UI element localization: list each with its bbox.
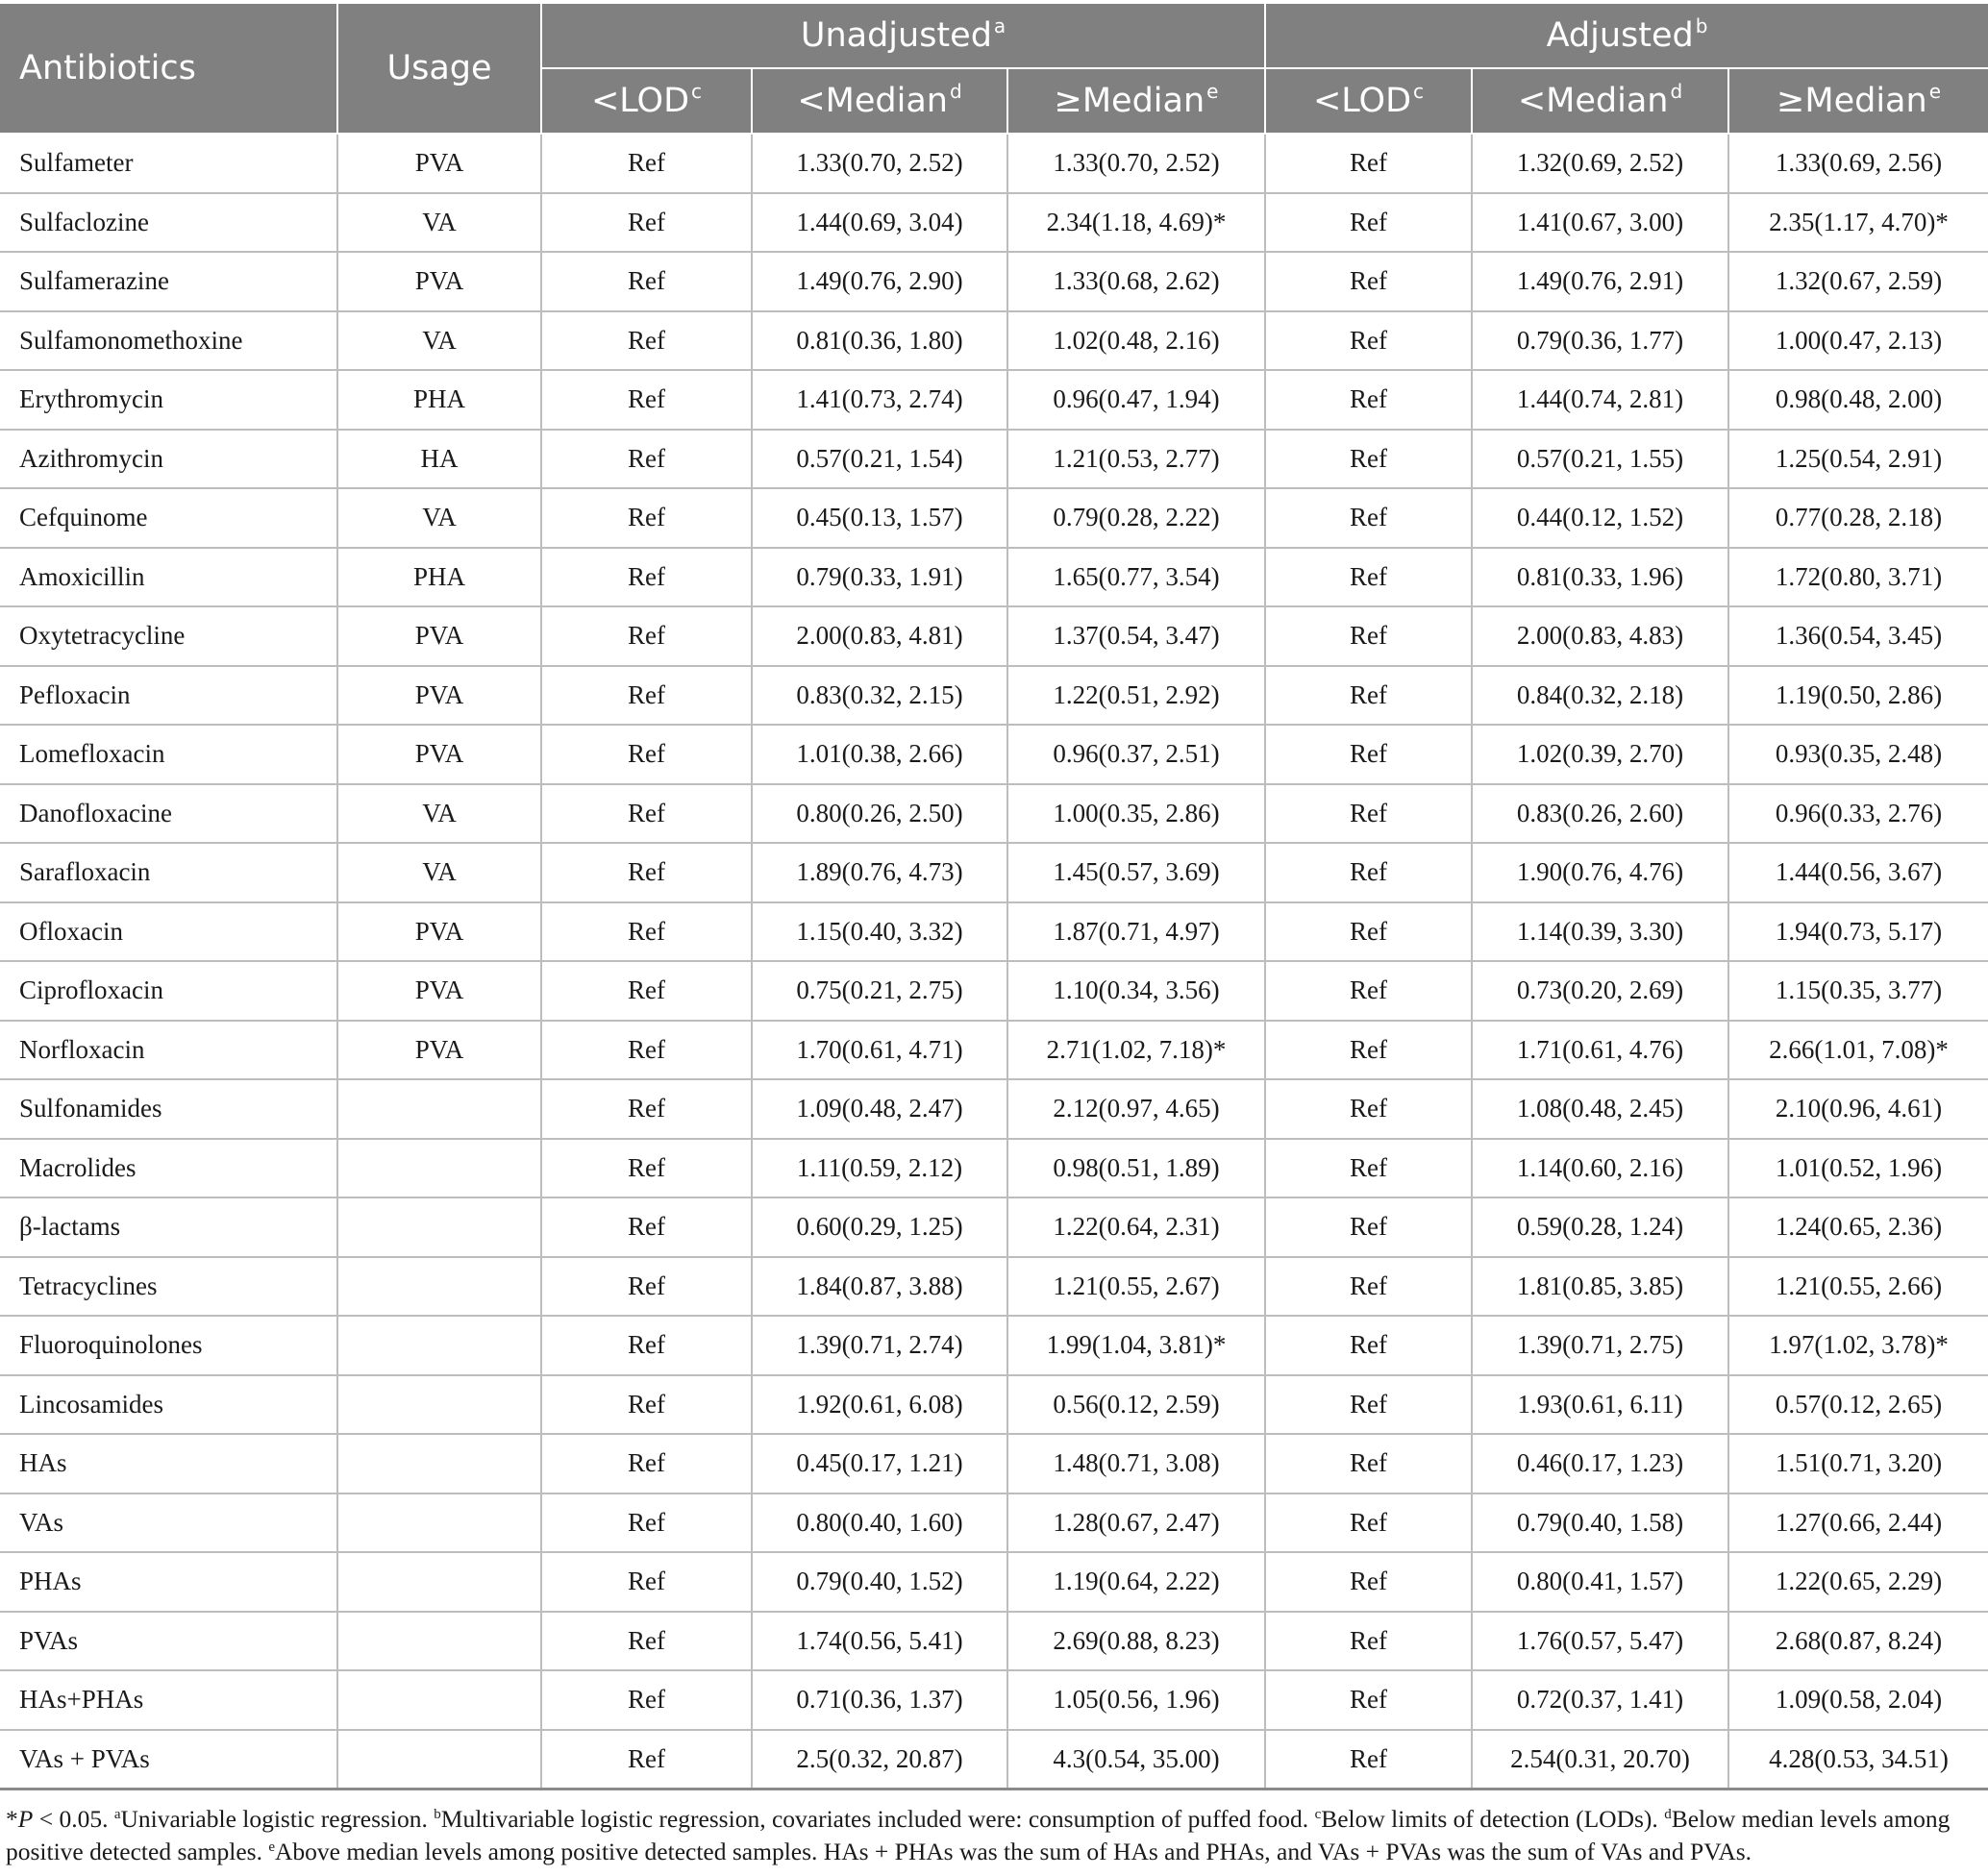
unadj-lt-median-cell: 2.5(0.32, 20.87) — [752, 1730, 1007, 1790]
table-row — [0, 370, 1988, 430]
unadj-lod-cell: Ref — [541, 1552, 752, 1612]
header-unadjusted: Unadjusted $^a$ — [541, 4, 1265, 68]
adj-lt-median-cell: 0.73(0.20, 2.69) — [1472, 961, 1728, 1021]
usage-cell: VA — [337, 311, 541, 371]
unadj-ge-median-cell: 1.05(0.56, 1.96) — [1007, 1670, 1265, 1730]
table-row — [0, 193, 1988, 253]
usage-cell — [337, 1552, 541, 1612]
antibiotic-cell: Lomefloxacin — [0, 725, 337, 784]
adj-lt-median-cell: 1.02(0.39, 2.70) — [1472, 725, 1728, 784]
usage-cell — [337, 1257, 541, 1317]
unadj-lod-cell: Ref — [541, 370, 752, 430]
unadj-ge-median-cell: 1.33(0.68, 2.62) — [1007, 252, 1265, 311]
usage-cell: VA — [337, 843, 541, 902]
adj-ge-median-cell: 1.94(0.73, 5.17) — [1728, 902, 1988, 962]
adj-lod-cell: Ref — [1265, 193, 1472, 253]
usage-cell: VA — [337, 193, 541, 253]
table-row — [0, 961, 1988, 1021]
usage-cell: PVA — [337, 134, 541, 193]
unadj-lt-median-cell: 0.79(0.40, 1.52) — [752, 1552, 1007, 1612]
unadj-ge-median-cell: 1.19(0.64, 2.22) — [1007, 1552, 1265, 1612]
table-row — [0, 1316, 1988, 1375]
antibiotic-cell: Oxytetracycline — [0, 606, 337, 666]
unadj-lt-median-cell: 1.09(0.48, 2.47) — [752, 1079, 1007, 1139]
antibiotic-cell: Sulfamerazine — [0, 252, 337, 311]
header-usage: Usage — [337, 4, 541, 134]
usage-cell: VA — [337, 488, 541, 548]
table-row — [0, 1079, 1988, 1139]
adj-ge-median-cell: 1.36(0.54, 3.45) — [1728, 606, 1988, 666]
antibiotic-cell: Amoxicillin — [0, 548, 337, 607]
unadj-lt-median-cell: 0.80(0.40, 1.60) — [752, 1493, 1007, 1553]
usage-cell: PVA — [337, 725, 541, 784]
unadj-lt-median-cell: 1.11(0.59, 2.12) — [752, 1139, 1007, 1198]
unadj-ge-median-cell: 2.34(1.18, 4.69)* — [1007, 193, 1265, 253]
adj-lt-median-cell: 1.71(0.61, 4.76) — [1472, 1021, 1728, 1080]
adj-lod-cell: Ref — [1265, 606, 1472, 666]
adj-ge-median-cell: 1.44(0.56, 3.67) — [1728, 843, 1988, 902]
antibiotic-cell: Cefquinome — [0, 488, 337, 548]
unadj-lod-cell: Ref — [541, 1730, 752, 1790]
header-adjusted: Adjusted $^b$ — [1265, 4, 1988, 68]
unadj-ge-median-cell: 1.33(0.70, 2.52) — [1007, 134, 1265, 193]
unadj-lod-cell: Ref — [541, 1670, 752, 1730]
adj-lt-median-cell: 2.54(0.31, 20.70) — [1472, 1730, 1728, 1790]
antibiotic-cell: Tetracyclines — [0, 1257, 337, 1317]
unadj-lod-cell: Ref — [541, 311, 752, 371]
usage-cell — [337, 1316, 541, 1375]
usage-cell — [337, 1434, 541, 1493]
table-row — [0, 1670, 1988, 1730]
unadj-lod-cell: Ref — [541, 252, 752, 311]
adj-lod-cell: Ref — [1265, 1730, 1472, 1790]
adj-ge-median-cell: 2.68(0.87, 8.24) — [1728, 1612, 1988, 1671]
table-header — [0, 4, 1988, 134]
usage-cell — [337, 1493, 541, 1553]
table-row — [0, 548, 1988, 607]
adj-lt-median-cell: 1.39(0.71, 2.75) — [1472, 1316, 1728, 1375]
unadj-ge-median-cell: 0.96(0.47, 1.94) — [1007, 370, 1265, 430]
unadj-lod-cell: Ref — [541, 666, 752, 726]
table-row — [0, 725, 1988, 784]
adj-ge-median-cell: 0.57(0.12, 2.65) — [1728, 1375, 1988, 1435]
unadj-ge-median-cell: 2.12(0.97, 4.65) — [1007, 1079, 1265, 1139]
antibiotic-cell: Pefloxacin — [0, 666, 337, 726]
unadj-ge-median-cell: 1.22(0.64, 2.31) — [1007, 1197, 1265, 1257]
unadj-lt-median-cell: 1.01(0.38, 2.66) — [752, 725, 1007, 784]
adj-lt-median-cell: 1.32(0.69, 2.52) — [1472, 134, 1728, 193]
usage-cell: HA — [337, 430, 541, 489]
usage-cell: PVA — [337, 252, 541, 311]
antibiotic-cell: HAs — [0, 1434, 337, 1493]
adj-lod-cell: Ref — [1265, 1197, 1472, 1257]
adj-lod-cell: Ref — [1265, 1021, 1472, 1080]
adj-ge-median-cell: 0.98(0.48, 2.00) — [1728, 370, 1988, 430]
adj-ge-median-cell: 1.19(0.50, 2.86) — [1728, 666, 1988, 726]
unadj-ge-median-cell: 1.48(0.71, 3.08) — [1007, 1434, 1265, 1493]
unadj-lt-median-cell: 1.84(0.87, 3.88) — [752, 1257, 1007, 1317]
unadj-lt-median-cell: 0.83(0.32, 2.15) — [752, 666, 1007, 726]
antibiotic-cell: Azithromycin — [0, 430, 337, 489]
adj-lt-median-cell: 1.90(0.76, 4.76) — [1472, 843, 1728, 902]
adj-lod-cell: Ref — [1265, 902, 1472, 962]
adj-lt-median-cell: 1.14(0.60, 2.16) — [1472, 1139, 1728, 1198]
adj-lt-median-cell: 1.81(0.85, 3.85) — [1472, 1257, 1728, 1317]
adj-lod-cell: Ref — [1265, 725, 1472, 784]
unadj-lod-cell: Ref — [541, 902, 752, 962]
antibiotic-cell: Sulfameter — [0, 134, 337, 193]
adj-lod-cell: Ref — [1265, 430, 1472, 489]
unadj-lt-median-cell: 1.41(0.73, 2.74) — [752, 370, 1007, 430]
unadj-lod-cell: Ref — [541, 1375, 752, 1435]
antibiotic-cell: VAs — [0, 1493, 337, 1553]
antibiotic-cell: PHAs — [0, 1552, 337, 1612]
adj-lod-cell: Ref — [1265, 961, 1472, 1021]
unadj-lt-median-cell: 1.44(0.69, 3.04) — [752, 193, 1007, 253]
unadj-ge-median-cell: 1.28(0.67, 2.47) — [1007, 1493, 1265, 1553]
header-adj-lod: <LOD $^c$ — [1265, 68, 1472, 134]
unadj-ge-median-cell: 1.99(1.04, 3.81)* — [1007, 1316, 1265, 1375]
adj-lt-median-cell: 1.08(0.48, 2.45) — [1472, 1079, 1728, 1139]
table-row — [0, 1139, 1988, 1198]
table-row — [0, 606, 1988, 666]
unadj-lt-median-cell: 0.81(0.36, 1.80) — [752, 311, 1007, 371]
adj-ge-median-cell: 1.00(0.47, 2.13) — [1728, 311, 1988, 371]
unadj-ge-median-cell: 2.71(1.02, 7.18)* — [1007, 1021, 1265, 1080]
unadj-lod-cell: Ref — [541, 606, 752, 666]
adj-lod-cell: Ref — [1265, 1375, 1472, 1435]
header-adj-lt-median: <Median $^d$ — [1472, 68, 1728, 134]
unadj-ge-median-cell: 1.45(0.57, 3.69) — [1007, 843, 1265, 902]
table-footnote: *P < 0.05. $^a$Univariable logistic regression. $^b$Multivariable logistic regression, covariates included were: consumption of puffed food. $^c$Below limits of detection (LODs). $^d$Below median levels among positive detected samples. $^e$Above median levels among positive detected samples. HAs + PHAs was the sum of HAs and PHAs, and VAs + PVAs was the sum of VAs and PVAs. — [6, 1805, 1951, 1865]
unadj-lod-cell: Ref — [541, 430, 752, 489]
table-row — [0, 1434, 1988, 1493]
unadj-lt-median-cell: 0.45(0.17, 1.21) — [752, 1434, 1007, 1493]
unadj-ge-median-cell: 1.21(0.55, 2.67) — [1007, 1257, 1265, 1317]
unadj-ge-median-cell: 1.37(0.54, 3.47) — [1007, 606, 1265, 666]
table-row — [0, 666, 1988, 726]
antibiotic-cell: Ofloxacin — [0, 902, 337, 962]
adj-lt-median-cell: 1.41(0.67, 3.00) — [1472, 193, 1728, 253]
table-row — [0, 1257, 1988, 1317]
unadj-ge-median-cell: 1.02(0.48, 2.16) — [1007, 311, 1265, 371]
antibiotic-cell: Sulfamonomethoxine — [0, 311, 337, 371]
unadj-ge-median-cell: 2.69(0.88, 8.23) — [1007, 1612, 1265, 1671]
adj-lod-cell: Ref — [1265, 1493, 1472, 1553]
table-row — [0, 252, 1988, 311]
usage-cell: PVA — [337, 902, 541, 962]
adj-lt-median-cell: 0.46(0.17, 1.23) — [1472, 1434, 1728, 1493]
antibiotic-cell: Sarafloxacin — [0, 843, 337, 902]
adj-lod-cell: Ref — [1265, 370, 1472, 430]
unadj-lod-cell: Ref — [541, 1612, 752, 1671]
adj-ge-median-cell: 1.22(0.65, 2.29) — [1728, 1552, 1988, 1612]
adj-lod-cell: Ref — [1265, 666, 1472, 726]
adj-lod-cell: Ref — [1265, 784, 1472, 844]
adj-ge-median-cell: 4.28(0.53, 34.51) — [1728, 1730, 1988, 1790]
unadj-lt-median-cell: 0.80(0.26, 2.50) — [752, 784, 1007, 844]
antibiotic-cell: Sulfaclozine — [0, 193, 337, 253]
adj-lt-median-cell: 1.44(0.74, 2.81) — [1472, 370, 1728, 430]
adj-ge-median-cell: 1.32(0.67, 2.59) — [1728, 252, 1988, 311]
unadj-lt-median-cell: 1.89(0.76, 4.73) — [752, 843, 1007, 902]
adj-lt-median-cell: 0.72(0.37, 1.41) — [1472, 1670, 1728, 1730]
unadj-lt-median-cell: 2.00(0.83, 4.81) — [752, 606, 1007, 666]
table-row — [0, 1552, 1988, 1612]
unadj-ge-median-cell: 4.3(0.54, 35.00) — [1007, 1730, 1265, 1790]
adj-lt-median-cell: 0.83(0.26, 2.60) — [1472, 784, 1728, 844]
usage-cell: PHA — [337, 370, 541, 430]
adj-ge-median-cell: 1.24(0.65, 2.36) — [1728, 1197, 1988, 1257]
adj-lod-cell: Ref — [1265, 1079, 1472, 1139]
adj-ge-median-cell: 1.97(1.02, 3.78)* — [1728, 1316, 1988, 1375]
unadj-lt-median-cell: 1.39(0.71, 2.74) — [752, 1316, 1007, 1375]
usage-cell: VA — [337, 784, 541, 844]
unadj-lt-median-cell: 1.49(0.76, 2.90) — [752, 252, 1007, 311]
header-adj-ge-median: ≥Median $^e$ — [1728, 68, 1988, 134]
table-row — [0, 1612, 1988, 1671]
usage-cell — [337, 1730, 541, 1790]
unadj-lod-cell: Ref — [541, 488, 752, 548]
adj-ge-median-cell: 0.93(0.35, 2.48) — [1728, 725, 1988, 784]
adj-ge-median-cell: 1.21(0.55, 2.66) — [1728, 1257, 1988, 1317]
unadj-lod-cell: Ref — [541, 1434, 752, 1493]
odds-ratio-table — [0, 4, 1988, 1790]
antibiotic-cell: PVAs — [0, 1612, 337, 1671]
usage-cell — [337, 1612, 541, 1671]
unadj-lt-median-cell: 0.45(0.13, 1.57) — [752, 488, 1007, 548]
usage-cell: PHA — [337, 548, 541, 607]
unadj-ge-median-cell: 1.00(0.35, 2.86) — [1007, 784, 1265, 844]
unadj-lod-cell: Ref — [541, 725, 752, 784]
table-row — [0, 311, 1988, 371]
adj-ge-median-cell: 1.15(0.35, 3.77) — [1728, 961, 1988, 1021]
antibiotic-cell: Ciprofloxacin — [0, 961, 337, 1021]
adj-lt-median-cell: 0.84(0.32, 2.18) — [1472, 666, 1728, 726]
adj-ge-median-cell: 1.09(0.58, 2.04) — [1728, 1670, 1988, 1730]
unadj-ge-median-cell: 0.98(0.51, 1.89) — [1007, 1139, 1265, 1198]
adj-lod-cell: Ref — [1265, 252, 1472, 311]
antibiotic-cell: β-lactams — [0, 1197, 337, 1257]
unadj-lt-median-cell: 0.57(0.21, 1.54) — [752, 430, 1007, 489]
header-unadj-lt-median: <Median $^d$ — [752, 68, 1007, 134]
header-unadj-lod: <LOD $^c$ — [541, 68, 752, 134]
antibiotic-cell: Norfloxacin — [0, 1021, 337, 1080]
adj-lod-cell: Ref — [1265, 843, 1472, 902]
table-row — [0, 1021, 1988, 1080]
antibiotic-cell: Lincosamides — [0, 1375, 337, 1435]
adj-lt-median-cell: 1.49(0.76, 2.91) — [1472, 252, 1728, 311]
header-unadj-ge-median: ≥Median $^e$ — [1007, 68, 1265, 134]
adj-lt-median-cell: 0.79(0.36, 1.77) — [1472, 311, 1728, 371]
adj-lt-median-cell: 1.76(0.57, 5.47) — [1472, 1612, 1728, 1671]
antibiotic-cell: VAs + PVAs — [0, 1730, 337, 1790]
adj-ge-median-cell: 1.72(0.80, 3.71) — [1728, 548, 1988, 607]
adj-ge-median-cell: 2.66(1.01, 7.08)* — [1728, 1021, 1988, 1080]
adj-lod-cell: Ref — [1265, 1139, 1472, 1198]
adj-lt-median-cell: 0.79(0.40, 1.58) — [1472, 1493, 1728, 1553]
unadj-lt-median-cell: 1.92(0.61, 6.08) — [752, 1375, 1007, 1435]
adj-ge-median-cell: 1.25(0.54, 2.91) — [1728, 430, 1988, 489]
unadj-lod-cell: Ref — [541, 134, 752, 193]
unadj-lt-median-cell: 1.70(0.61, 4.71) — [752, 1021, 1007, 1080]
unadj-lod-cell: Ref — [541, 1021, 752, 1080]
usage-cell — [337, 1139, 541, 1198]
table-row — [0, 134, 1988, 193]
unadj-lt-median-cell: 1.74(0.56, 5.41) — [752, 1612, 1007, 1671]
adj-lt-median-cell: 0.44(0.12, 1.52) — [1472, 488, 1728, 548]
unadj-ge-median-cell: 0.79(0.28, 2.22) — [1007, 488, 1265, 548]
unadj-ge-median-cell: 1.10(0.34, 3.56) — [1007, 961, 1265, 1021]
adj-lt-median-cell: 1.14(0.39, 3.30) — [1472, 902, 1728, 962]
adj-lt-median-cell: 2.00(0.83, 4.83) — [1472, 606, 1728, 666]
table-row — [0, 1730, 1988, 1790]
antibiotic-cell: Erythromycin — [0, 370, 337, 430]
adj-lt-median-cell: 0.80(0.41, 1.57) — [1472, 1552, 1728, 1612]
table-row — [0, 1375, 1988, 1435]
unadj-ge-median-cell: 1.21(0.53, 2.77) — [1007, 430, 1265, 489]
usage-cell: PVA — [337, 1021, 541, 1080]
adj-ge-median-cell: 1.27(0.66, 2.44) — [1728, 1493, 1988, 1553]
unadj-ge-median-cell: 1.87(0.71, 4.97) — [1007, 902, 1265, 962]
adj-lt-median-cell: 0.57(0.21, 1.55) — [1472, 430, 1728, 489]
adj-lod-cell: Ref — [1265, 1670, 1472, 1730]
adj-lod-cell: Ref — [1265, 1612, 1472, 1671]
adj-lod-cell: Ref — [1265, 1434, 1472, 1493]
unadj-ge-median-cell: 1.22(0.51, 2.92) — [1007, 666, 1265, 726]
unadj-lod-cell: Ref — [541, 961, 752, 1021]
adj-ge-median-cell: 1.01(0.52, 1.96) — [1728, 1139, 1988, 1198]
adj-ge-median-cell: 0.96(0.33, 2.76) — [1728, 784, 1988, 844]
header-antibiotics: Antibiotics — [0, 4, 337, 134]
adj-lod-cell: Ref — [1265, 548, 1472, 607]
unadj-lod-cell: Ref — [541, 1139, 752, 1198]
table-row — [0, 784, 1988, 844]
unadj-lod-cell: Ref — [541, 193, 752, 253]
usage-cell: PVA — [337, 961, 541, 1021]
antibiotic-cell: Sulfonamides — [0, 1079, 337, 1139]
table-row — [0, 488, 1988, 548]
adj-ge-median-cell: 1.51(0.71, 3.20) — [1728, 1434, 1988, 1493]
table-row — [0, 1197, 1988, 1257]
adj-lod-cell: Ref — [1265, 1552, 1472, 1612]
unadj-lt-median-cell: 0.79(0.33, 1.91) — [752, 548, 1007, 607]
antibiotic-cell: Danofloxacine — [0, 784, 337, 844]
adj-ge-median-cell: 2.10(0.96, 4.61) — [1728, 1079, 1988, 1139]
adj-ge-median-cell: 0.77(0.28, 2.18) — [1728, 488, 1988, 548]
usage-cell — [337, 1670, 541, 1730]
usage-cell — [337, 1375, 541, 1435]
adj-ge-median-cell: 2.35(1.17, 4.70)* — [1728, 193, 1988, 253]
unadj-lt-median-cell: 0.71(0.36, 1.37) — [752, 1670, 1007, 1730]
adj-lt-median-cell: 0.81(0.33, 1.96) — [1472, 548, 1728, 607]
antibiotic-cell: HAs+PHAs — [0, 1670, 337, 1730]
unadj-lod-cell: Ref — [541, 1257, 752, 1317]
unadj-lt-median-cell: 1.15(0.40, 3.32) — [752, 902, 1007, 962]
unadj-lod-cell: Ref — [541, 1493, 752, 1553]
unadj-lod-cell: Ref — [541, 1079, 752, 1139]
usage-cell: PVA — [337, 666, 541, 726]
unadj-ge-median-cell: 0.96(0.37, 2.51) — [1007, 725, 1265, 784]
adj-lt-median-cell: 0.59(0.28, 1.24) — [1472, 1197, 1728, 1257]
unadj-lod-cell: Ref — [541, 548, 752, 607]
unadj-lod-cell: Ref — [541, 1197, 752, 1257]
adj-ge-median-cell: 1.33(0.69, 2.56) — [1728, 134, 1988, 193]
unadj-lt-median-cell: 0.75(0.21, 2.75) — [752, 961, 1007, 1021]
unadj-ge-median-cell: 1.65(0.77, 3.54) — [1007, 548, 1265, 607]
unadj-lod-cell: Ref — [541, 843, 752, 902]
adj-lod-cell: Ref — [1265, 1257, 1472, 1317]
usage-cell — [337, 1079, 541, 1139]
unadj-lt-median-cell: 1.33(0.70, 2.52) — [752, 134, 1007, 193]
usage-cell — [337, 1197, 541, 1257]
adj-lod-cell: Ref — [1265, 134, 1472, 193]
adj-lt-median-cell: 1.93(0.61, 6.11) — [1472, 1375, 1728, 1435]
unadj-lod-cell: Ref — [541, 1316, 752, 1375]
table-row — [0, 1493, 1988, 1553]
antibiotic-cell: Macrolides — [0, 1139, 337, 1198]
table-body — [0, 134, 1988, 1790]
unadj-lt-median-cell: 0.60(0.29, 1.25) — [752, 1197, 1007, 1257]
adj-lod-cell: Ref — [1265, 1316, 1472, 1375]
table-row — [0, 430, 1988, 489]
unadj-lod-cell: Ref — [541, 784, 752, 844]
table-row — [0, 843, 1988, 902]
adj-lod-cell: Ref — [1265, 488, 1472, 548]
table-row — [0, 902, 1988, 962]
antibiotic-cell: Fluoroquinolones — [0, 1316, 337, 1375]
adj-lod-cell: Ref — [1265, 311, 1472, 371]
unadj-ge-median-cell: 0.56(0.12, 2.59) — [1007, 1375, 1265, 1435]
usage-cell: PVA — [337, 606, 541, 666]
